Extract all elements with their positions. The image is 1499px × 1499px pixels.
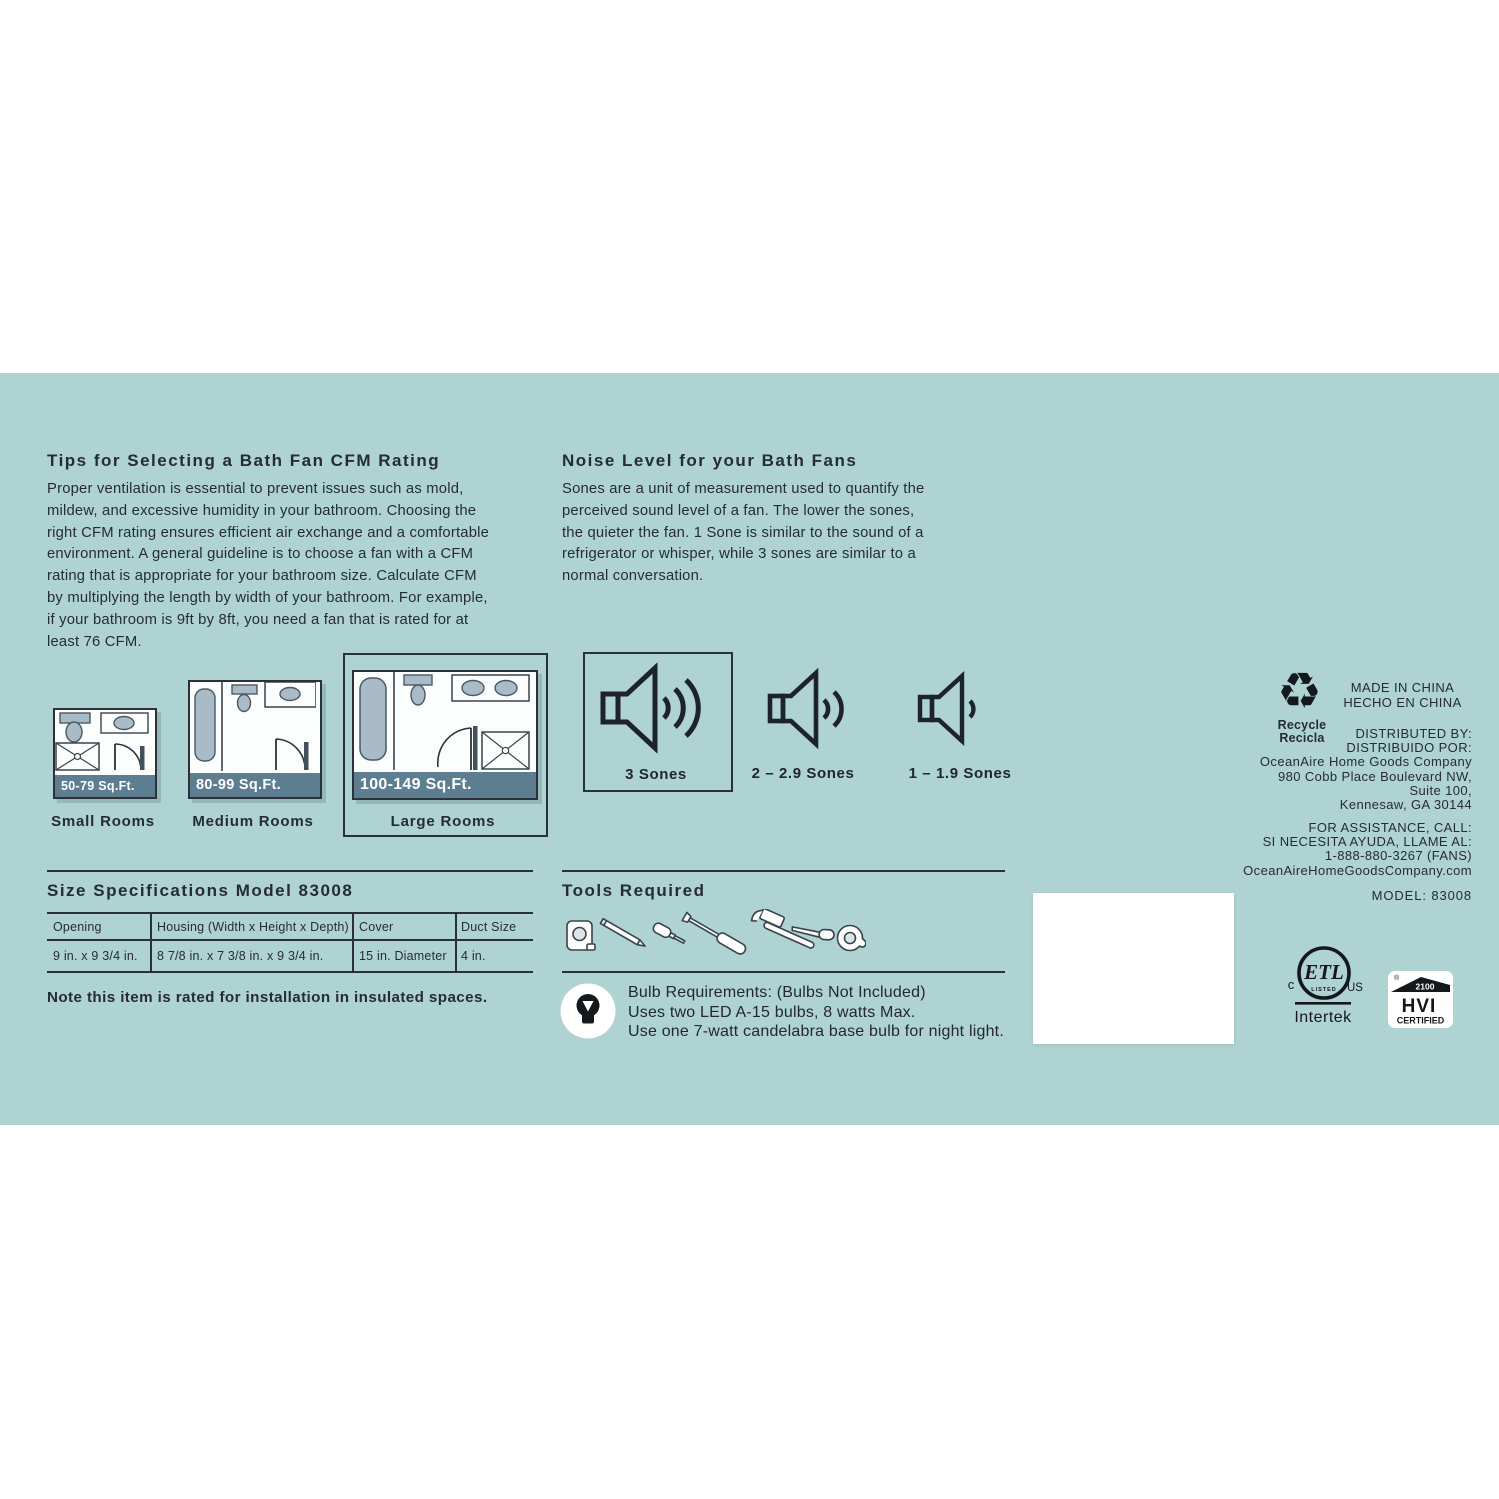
etl-c-text: c (1287, 977, 1295, 992)
speaker-1-wave-icon (914, 670, 998, 748)
bulb-line-1: Bulb Requirements: (Bulbs Not Included) (628, 984, 926, 1001)
tools-bottom-rule (562, 971, 1005, 973)
insulated-spaces-note: Note this item is rated for installation in insulated spaces. (47, 989, 488, 1006)
medium-room-caption: Medium Rooms (192, 813, 314, 830)
stubby-screwdriver-icon (652, 922, 687, 947)
specs-value-housing: 8 7/8 in. x 7 3/8 in. x 9 3/4 in. (157, 949, 324, 963)
bulb-icon (560, 983, 616, 1039)
medium-room-sqft-band: 80-99 Sq.Ft. (190, 773, 320, 797)
large-room-sqft-band: 100-149 Sq.Ft. (354, 772, 536, 798)
tape-roll-icon (838, 926, 867, 951)
specs-title: Size Specifications Model 83008 (47, 881, 354, 900)
hvi-letters: HVI (1401, 996, 1437, 1017)
etl-listed-text: LISTED (1311, 987, 1337, 993)
etl-us-text: US (1347, 982, 1363, 994)
medium-room-diagram (188, 680, 322, 799)
made-in-line2: HECHO EN CHINA (1343, 694, 1462, 710)
specs-header-opening: Opening (53, 920, 102, 934)
intertek-text: Intertek (1294, 1009, 1352, 1026)
medium-room-floorplan-icon (190, 682, 316, 771)
distributed-by-en: DISTRIBUTED BY: (1355, 726, 1472, 741)
tools-row (564, 909, 866, 965)
teal-panel (0, 373, 1499, 1125)
hvi-certified-text: CERTIFIED (1396, 1015, 1445, 1026)
pencil-icon (600, 919, 646, 949)
sones-2-label: 2 – 2.9 Sones (751, 765, 855, 782)
noise-paragraph: Sones are a unit of measurement used to quantify the perceived sound level of a fan. The lower the sones, the quieter the fan. 1 Sone is similar to the sound of a refrigerator or whisper, while 3 sones are similar to a normal conversation. (562, 481, 925, 585)
address-company: OceanAire Home Goods Company (1259, 754, 1472, 770)
upc-placeholder-box (1033, 893, 1234, 1044)
assistance-block (1243, 821, 1472, 878)
address-street: 980 Cobb Place Boulevard NW, (1277, 768, 1472, 784)
specs-value-duct: 4 in. (461, 949, 486, 963)
specs-value-cover: 15 in. Diameter (359, 949, 447, 963)
small-room-sqft-band: 50-79 Sq.Ft. (55, 775, 155, 797)
bulb-line-2: Uses two LED A-15 bulbs, 8 watts Max. (628, 1003, 916, 1021)
recycle-es: Recicla (1279, 731, 1325, 745)
tools-top-rule (562, 870, 1005, 872)
large-room-diagram (352, 670, 538, 800)
screwdriver-icon (682, 912, 747, 956)
tips-title: Tips for Selecting a Bath Fan CFM Rating (47, 451, 441, 470)
specs-top-rule (47, 870, 533, 872)
assistance-phone: 1-888-880-3267 (FANS) (1324, 848, 1472, 864)
recycle-icon: ♻ (1277, 663, 1322, 719)
bulb-requirements-block (628, 983, 1004, 1042)
large-room-floorplan-icon (354, 672, 532, 770)
distributed-by-es: DISTRIBUIDO POR: (1346, 740, 1472, 756)
speaker-3-waves-icon (596, 661, 708, 755)
model-number: MODEL: 83008 (1371, 888, 1472, 903)
made-in-block (1330, 681, 1475, 710)
specs-header-duct: Duct Size (461, 920, 517, 934)
etl-letters: ETL (1304, 960, 1344, 984)
hvi-certified-badge (1388, 971, 1453, 1028)
tips-paragraph: Proper ventilation is essential to prevent issues such as mold, mildew, and excessive humidity in your bathroom. Choosing the right CFM rating ensures efficient air exchange and a comfortable environment. A general guideline is to choose a fan with a CFM rating that is appropriate for your bathroom size. Calculate CFM by multiplying the length by width of your bathroom. For example, if your bathroom is 9ft by 8ft, you need a fan that is rated for at least 76 CFM. (47, 481, 490, 650)
small-room-floorplan-icon (55, 710, 151, 771)
small-room-diagram (53, 708, 157, 799)
distributed-by-block (1260, 727, 1472, 812)
hvi-reg-mark: ® (1394, 975, 1400, 982)
assistance-es: SI NECESITA AYUDA, LLAME AL: (1262, 834, 1472, 850)
noise-title: Noise Level for your Bath Fans (562, 451, 858, 470)
speaker-2-waves-icon (764, 667, 858, 751)
bulb-line-3: Use one 7-watt candelabra base bulb for night light. (628, 1023, 1004, 1040)
sones-1-label: 1 – 1.9 Sones (908, 765, 1012, 782)
hammer-icon (751, 909, 820, 949)
address-city: Kennesaw, GA 30144 (1339, 797, 1472, 813)
large-room-caption: Large Rooms (390, 813, 496, 830)
address-suite: Suite 100, (1409, 782, 1472, 798)
hvi-2100-text: 2100 (1415, 981, 1435, 992)
tools-title: Tools Required (562, 881, 706, 900)
specs-header-cover: Cover (359, 920, 394, 934)
made-in-line1: MADE IN CHINA (1350, 680, 1455, 695)
assistance-en: FOR ASSISTANCE, CALL: (1308, 820, 1472, 835)
sones-3-label: 3 Sones (625, 766, 687, 783)
specs-value-opening: 9 in. x 9 3/4 in. (53, 949, 138, 963)
specs-table (47, 912, 533, 973)
hvi-badge-art (1388, 971, 1453, 1028)
specs-header-housing: Housing (Width x Height x Depth) (157, 920, 349, 934)
tape-measure-icon (567, 921, 595, 950)
small-room-caption: Small Rooms (51, 813, 155, 830)
etl-listed-mark (1284, 945, 1364, 1029)
recycle-en: Recycle (1277, 718, 1327, 732)
assistance-web: OceanAireHomeGoodsCompany.com (1243, 862, 1472, 878)
